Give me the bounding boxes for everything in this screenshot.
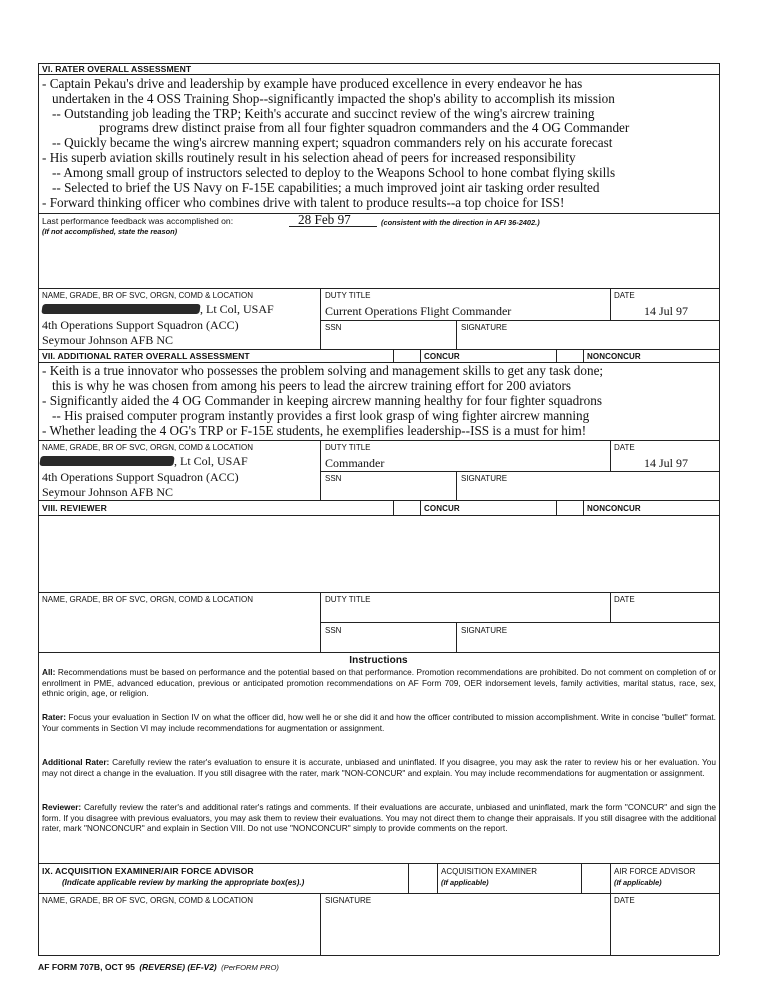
reviewer-comments-field[interactable] [40,516,718,591]
form-variant: (REVERSE) (EF-V2) [139,962,217,972]
assessment-line: -- Among small group of instructors selected to deploy to the Weapons School to hone combat flying skills [52,165,616,180]
addl-duty-title[interactable]: Commander [325,456,385,470]
rater-ssn-label: SSN [325,323,342,332]
rater-name-label: NAME, GRADE, BR OF SVC, ORGN, COMD & LOCATION [42,291,253,300]
section-vi-title: VI. RATER OVERALL ASSESSMENT [42,64,192,74]
acq-examiner-label: ACQUISITION EXAMINER [441,867,538,876]
instr-text: Carefully review the rater's evaluation to ensure it is accurate, unbiased and uninflated. If you disagree, you may ask the rater to review his or her evaluation. You may not direct a change in the evaluation. If you still disagree with the rater, mark "NON-CONCUR" and explain. You may include recommendations for augmentation or assignment. [42,757,717,778]
assessment-line: - Whether leading the 4 OG's TRP or F-15E students, he exemplifies leadership--ISS is a must for him! [42,423,587,438]
section-vii-title: VII. ADDITIONAL RATER OVERALL ASSESSMENT [42,351,250,361]
reviewer-date-label: DATE [614,595,635,604]
assessment-line: - Captain Pekau's drive and leadership by example have produced excellence in every endeavor he has [42,76,583,91]
instr-text: Focus your evaluation in Section IV on what the officer did, how well he or she did it and how the officer contributed to mission accomplishment. Write in concise "bullet" format. Your comments in Section VI may include recommendations for augmentation or assignment. [42,712,716,733]
instr-text: Recommendations must be based on performance and the potential based on that performance. Promotion recommendations are prohibited. Do not comment on completion of or enrollment in PME, advanced education, previous or anticipated promotion recommendations on AF Form 709, OER indorsement levels, family activities, marital status, race, sex, ethnic origin, age, or religion. [42,667,716,698]
rater-location[interactable]: Seymour Johnson AFB NC [42,333,174,347]
assessment-line: - Significantly aided the 4 OG Commander in keeping aircrew manning healthy for four fighter squadrons [42,393,602,408]
instructions-reviewer [42,802,716,834]
addl-nonconcur-checkbox[interactable] [557,350,582,361]
assessment-line: -- Outstanding job leading the TRP; Keith's accurate and succinct review of the wing's aircrew training [52,106,595,121]
reviewer-concur-label: CONCUR [424,504,460,513]
feedback-sub: (If not accomplished, state the reason) [42,227,178,236]
redaction-bar [41,304,200,314]
form-software: (PerFORM PRO) [221,963,279,972]
reviewer-ssn-label: SSN [325,626,342,635]
assessment-line: undertaken in the 4 OSS Training Shop--significantly impacted the shop's ability to accomplish its mission [52,91,615,106]
assessment-line: this is why he was chosen from among his peers to lead the aircrew training effort for 200 aviators [52,378,572,393]
redaction-bar [39,456,174,466]
reviewer-nonconcur-checkbox[interactable] [557,501,582,514]
assessment-line: -- Quickly became the wing's aircrew manning expert; squadron commanders rely on his accurate forecast [52,135,613,150]
section-ix-title: IX. ACQUISITION EXAMINER/AIR FORCE ADVISOR [42,866,254,876]
addl-duty-label: DUTY TITLE [325,443,371,452]
addl-concur-checkbox[interactable] [394,350,419,361]
addl-name-grade[interactable]: , Lt Col, USAF [174,454,248,468]
section-viii-title: VIII. REVIEWER [42,503,107,513]
addl-name-label: NAME, GRADE, BR OF SVC, ORGN, COMD & LOCATION [42,443,253,452]
rater-duty-title[interactable]: Current Operations Flight Commander [325,304,512,318]
ix-signature-label: SIGNATURE [325,896,372,905]
rater-unit[interactable]: 4th Operations Support Squadron (ACC) [42,318,239,332]
addl-date-label: DATE [614,443,635,452]
addl-concur-label: CONCUR [424,352,460,361]
form-footer [38,957,279,975]
rater-date[interactable]: 14 Jul 97 [644,304,689,318]
instr-label: All: [42,667,56,677]
section-ix-subtitle: (Indicate applicable review by marking the appropriate box(es).) [62,878,305,887]
instructions-title: Instructions [349,655,408,666]
reviewer-signature-label: SIGNATURE [461,626,508,635]
instructions-rater [42,712,716,733]
instr-label: Rater: [42,712,66,722]
reviewer-name-label: NAME, GRADE, BR OF SVC, ORGN, COMD & LOCATION [42,595,253,604]
reviewer-concur-checkbox[interactable] [394,501,419,514]
assessment-line: -- His praised computer program instantly provides a first look grasp of wing fighter aircrew manning [52,408,590,423]
addl-location[interactable]: Seymour Johnson AFB NC [42,485,174,499]
instructions-all [42,667,716,699]
feedback-note: (consistent with the direction in AFI 36-2402.) [381,218,540,227]
assessment-line: - Forward thinking officer who combines drive with talent to produce results--a top choice for ISS! [42,195,565,210]
form-id: AF FORM 707B, OCT 95 [38,962,135,972]
assessment-line: - Keith is a true innovator who possesses the problem solving and management skills to get any task done; [42,363,604,378]
addl-ssn-label: SSN [325,474,342,483]
af-advisor-checkbox[interactable] [582,864,609,892]
instr-label: Reviewer: [42,802,82,812]
ix-name-label: NAME, GRADE, BR OF SVC, ORGN, COMD & LOCATION [42,896,253,905]
rater-date-label: DATE [614,291,635,300]
af-advisor-sub: (If applicable) [614,878,662,887]
assessment-line: programs drew distinct praise from all four fighter squadron commanders and the 4 OG Commander [99,120,630,135]
acq-examiner-sub: (If applicable) [441,878,489,887]
feedback-label: Last performance feedback was accomplished on: [42,216,234,226]
assessment-line: - His superb aviation skills routinely result in his selection ahead of peers for increased responsibility [42,150,576,165]
addl-nonconcur-label: NONCONCUR [587,352,641,361]
af-advisor-label: AIR FORCE ADVISOR [614,867,696,876]
addl-unit[interactable]: 4th Operations Support Squadron (ACC) [42,470,239,484]
instr-text: Carefully review the rater's and additional rater's ratings and comments. If their evaluations are accurate, unbiased and uninflated, mark the form "CONCUR" and sign the form. If you disagree with previous evaluators, you may ask them to review their evaluations. You may not direct them to change their appraisals. If you still disagree with the additional rater, mark "NONCONCUR" and explain in Section VIII. Do not use "NONCONCUR" simply to provide comments on the report. [42,802,716,833]
addl-signature-label: SIGNATURE [461,474,508,483]
rater-name-grade[interactable]: , Lt Col, USAF [200,302,274,316]
instructions-additional-rater [42,757,716,778]
reviewer-duty-label: DUTY TITLE [325,595,371,604]
acq-examiner-checkbox[interactable] [409,864,436,892]
rater-signature-label: SIGNATURE [461,323,508,332]
ix-date-label: DATE [614,896,635,905]
instr-label: Additional Rater: [42,757,110,767]
assessment-line: -- Selected to brief the US Navy on F-15E capabilities; a much improved joint air tasking order resulted [52,180,600,195]
addl-date[interactable]: 14 Jul 97 [644,456,689,470]
reviewer-nonconcur-label: NONCONCUR [587,504,641,513]
rater-duty-label: DUTY TITLE [325,291,371,300]
feedback-date[interactable]: 28 Feb 97 [298,212,351,227]
